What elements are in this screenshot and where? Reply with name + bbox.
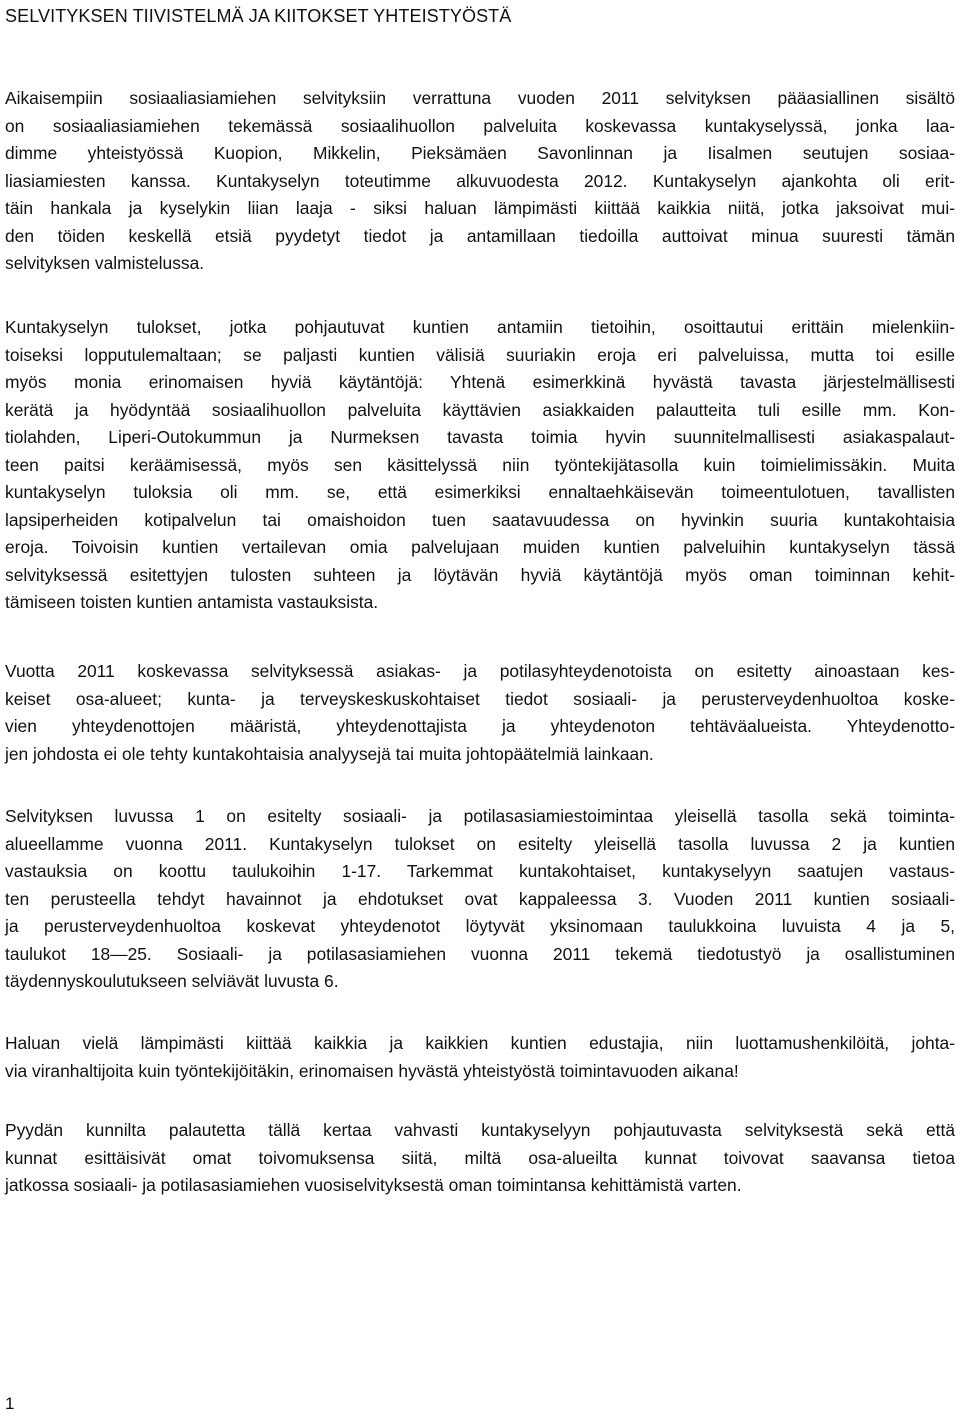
- page-number: 1: [5, 1394, 15, 1413]
- text-line: taulukot 18—25. Sosiaali- ja potilasasiamiehen vuonna 2011 tekemä tiedotustyö ja osallistuminen: [5, 943, 955, 964]
- text-line: täydennyskoulutukseen selviävät luvusta 6.: [5, 971, 339, 991]
- text-line: lapsiperheiden kotipalvelun tai omaishoidon tuen saatavuudessa on hyvinkin suuria kuntakohtaisia: [5, 509, 955, 530]
- text-line: teen paitsi keräämisessä, myös sen käsittelyssä niin työntekijätasolla kuin toimielimissäkin. Muita: [5, 454, 955, 475]
- text-line: via viranhaltijoita kuin työntekijöitäkin, erinomaisen hyvästä yhteistyöstä toimintavuoden aikana!: [5, 1060, 739, 1081]
- text-line: den töiden keskellä etsiä pyydetyt tiedot ja antamillaan tiedoilla auttoivat minua suuresti tämän: [5, 225, 955, 246]
- text-line: on sosiaaliasiamiehen tekemässä sosiaalihuollon palveluita koskevassa kuntakyselyssä, jonka laa-: [5, 115, 955, 136]
- text-line: kuntakyselyn tuloksia oli mm. se, että esimerkiksi ennaltaehkäisevän toimeentulotuen, tavallisten: [5, 482, 955, 502]
- page-title: SELVITYKSEN TIIVISTELMÄ JA KIITOKSET YHTEISTYÖSTÄ: [5, 6, 512, 26]
- text-line: Pyydän kunnilta palautetta tällä kertaa vahvasti kuntakyselyyn pohjautuvasta selvityksestä sekä että: [5, 1120, 955, 1140]
- paragraph-intro: [5, 85, 955, 278]
- paragraph-contacts: [5, 658, 955, 768]
- text-line: Aikaisempiin sosiaaliasiamiehen selvityksiin verrattuna vuoden 2011 selvityksen pääasiallinen sisältö: [5, 88, 955, 108]
- text-line: Vuotta 2011 koskevassa selvityksessä asiakas- ja potilasyhteydenotoista on esitetty ainoastaan kes-: [5, 661, 955, 681]
- text-line: myös monia erinomaisen hyviä käytäntöjä: Yhtenä esimerkkinä hyvästä tavasta järjestelmällisesti: [5, 372, 955, 392]
- text-line: jen johdosta ei ole tehty kuntakohtaisia analyysejä tai muita johtopäätelmiä lainkaan.: [5, 743, 654, 764]
- text-line: toiseksi lopputulemaltaan; se paljasti kuntien välisiä suuriakin eroja eri palveluissa, mutta toi esille: [5, 344, 955, 365]
- text-line: selvityksen valmistelussa.: [5, 253, 205, 273]
- text-line: keiset osa-alueet; kunta- ja terveyskeskuskohtaiset tiedot sosiaali- ja perusterveydenhuoltoa koske-: [5, 688, 955, 709]
- paragraph-chapters: [5, 803, 955, 996]
- text-line: vien yhteydenottojen määristä, yhteydenottajista ja yhteydenoton tehtäväalueista. Yhteydenotto-: [5, 716, 955, 736]
- text-line: kunnat esittäisivät omat toivomuksensa siitä, miltä osa-alueilta kunnat toivovat saavansa tietoa: [5, 1147, 955, 1168]
- text-line: liasiamiesten kanssa. Kuntakyselyn toteutimme alkuvuodesta 2012. Kuntakyselyn ajankohta oli erit-: [5, 170, 955, 191]
- text-line: selvityksessä esitettyjen tulosten suhteen ja löytävän hyviä käytäntöjä myös oman toiminnan kehit-: [5, 564, 955, 585]
- paragraph-feedback: [5, 1117, 955, 1200]
- paragraph-thanks: [5, 1030, 955, 1085]
- text-line: ten perusteella tehdyt havainnot ja ehdotukset ovat kappaleessa 3. Vuoden 2011 kuntien sosiaali-: [5, 888, 955, 909]
- text-line: kerätä ja hyödyntää sosiaalihuollon palveluita käyttävien asiakkaiden palautteita tuli esille mm. Kon-: [5, 399, 955, 420]
- text-line: Haluan vielä lämpimästi kiittää kaikkia ja kaikkien kuntien edustajia, niin luottamushenkilöitä, johta-: [5, 1033, 955, 1053]
- text-line: Kuntakyselyn tulokset, jotka pohjautuvat kuntien antamiin tietoihin, osoittautui erittäin mielenkiin-: [5, 317, 955, 337]
- paragraph-survey-results: [5, 314, 955, 617]
- text-line: tämiseen toisten kuntien antamista vastauksista.: [5, 592, 379, 612]
- text-line: ja perusterveydenhuoltoa koskevat yhteydenotot löytyvät yksinomaan taulukkoina luvuista 4 ja 5,: [5, 916, 955, 936]
- text-line: eroja. Toivoisin kuntien vertailevan omia palvelujaan muiden kuntien palveluihin kuntakyselyn tässä: [5, 537, 955, 557]
- text-line: alueellamme vuonna 2011. Kuntakyselyn tulokset on esitelty yleisellä tasolla luvussa 2 ja kuntien: [5, 833, 955, 854]
- text-line: dimme yhteistyössä Kuopion, Mikkelin, Pieksämäen Savonlinnan ja Iisalmen seutujen sosiaa-: [5, 143, 955, 163]
- text-line: vastauksia on koottu taulukoihin 1-17. Tarkemmat kuntakohtaiset, kuntakyselyyn saatujen vastaus-: [5, 861, 955, 881]
- text-line: jatkossa sosiaali- ja potilasasiamiehen vuosiselvityksestä oman toimintansa kehittämistä varten.: [5, 1175, 742, 1195]
- text-line: tiolahden, Liperi-Outokummun ja Nurmeksen tavasta toimia hyvin suunnitelmallisesti asiakaspalaut-: [5, 427, 955, 447]
- text-line: täin hankala ja kyselykin liian laaja - siksi haluan lämpimästi kiittää kaikkia niitä, jotka jaksoivat mui-: [5, 198, 955, 218]
- text-line: Selvityksen luvussa 1 on esitelty sosiaali- ja potilasasiamiestoimintaa yleisellä tasolla sekä toiminta-: [5, 806, 955, 826]
